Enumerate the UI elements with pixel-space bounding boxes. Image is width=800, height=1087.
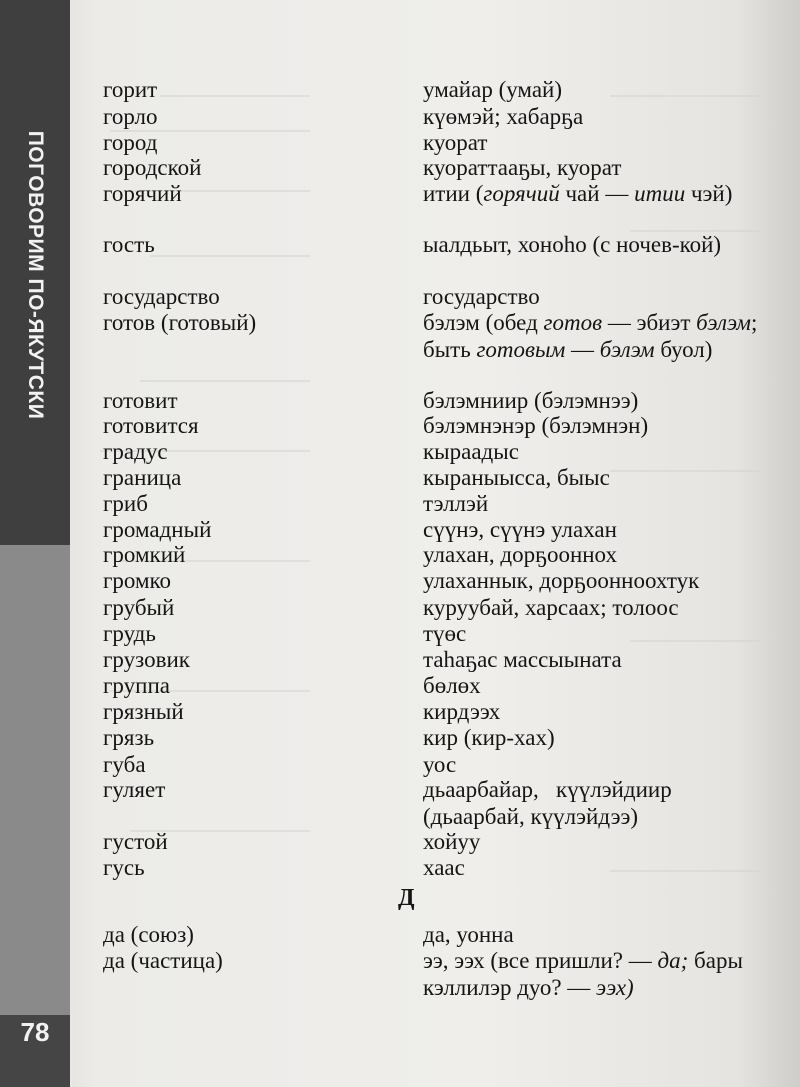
yakut-translation: хойуу [423,829,481,854]
russian-headword: готовится [103,413,199,438]
russian-headword: громко [103,568,172,593]
yakut-translation: сүүнэ, сүүнэ улахан [423,517,617,542]
russian-headword: грузовик [103,647,190,672]
russian-headword: грязь [103,725,155,750]
yakut-translation: хаас [423,855,465,880]
yakut-translation: улаханнык, дорҕоонноохтук [423,568,700,593]
yakut-translation: куорат [423,130,488,155]
yakut-translation: улахан, дорҕооннох [423,542,617,567]
yakut-translation: итии (горячий чай — итии чэй) [423,181,733,206]
russian-headword: да (союз) [103,922,194,947]
russian-headword: готовит [103,388,178,413]
yakut-translation: таһаҕас массыыната [423,647,622,672]
yakut-translation: умайар (умай) [423,77,562,102]
russian-headword: губа [103,752,146,777]
russian-headword: группа [103,673,170,698]
russian-headword: готов (готовый) [103,310,257,335]
yakut-translation: тэллэй [423,491,489,516]
yakut-translation: бэлэмнэнэр (бэлэмнэн) [423,413,649,438]
russian-headword: город [103,130,158,155]
russian-headword: граница [103,465,182,490]
yakut-translation: ыалдьыт, хоноһо (с ночев-кой) [423,232,722,257]
russian-headword: грубый [103,595,175,620]
russian-headword: горло [103,104,158,129]
yakut-translation: государство [423,284,540,309]
yakut-translation: куораттааҕы, куорат [423,155,622,180]
yakut-translation: кир (кир-хах) [423,725,555,750]
russian-headword: громкий [103,542,186,567]
yakut-translation: бөлөх [423,673,481,698]
page-number: 78 [20,1017,50,1047]
russian-headword: горячий [103,181,182,206]
russian-headword: гость [103,232,155,257]
yakut-translation: кирдээх [423,699,501,724]
yakut-translation: түөс [423,621,467,646]
russian-headword: громадный [103,517,212,542]
russian-headword: да (частица) [103,948,223,973]
russian-headword: грязный [103,699,184,724]
russian-headword: градус [103,439,168,464]
yakut-translation: дьаарбайар, күүлэйдиир (дьаарбай, күүлэйдээ) [423,777,672,829]
yakut-translation: бэлэм (обед готов — эбиэт бэлэм; быть готовым — бэлэм буол) [423,310,758,362]
russian-headword: гуляет [103,777,166,802]
russian-headword: густой [103,829,168,854]
yakut-translation: кыраадыс [423,439,519,464]
yakut-translation: уос [423,752,457,777]
yakut-translation: куруубай, харсаах; толоос [423,595,679,620]
yakut-translation: кыраныысса, быыс [423,465,610,490]
yakut-translation: бэлэмниир (бэлэмнээ) [423,388,639,413]
russian-headword: гусь [103,855,145,880]
section-title: ПОГОВОРИМ ПО-ЯКУТСКИ [24,130,47,420]
letter-heading: Д [398,885,415,911]
yakut-translation: да, уонна [423,922,514,947]
russian-headword: государство [103,284,220,309]
russian-headword: гриб [103,491,148,516]
yakut-translation: күөмэй; хабарҕа [423,104,584,129]
russian-headword: городской [103,155,202,180]
russian-headword: горит [103,77,158,102]
yakut-translation: ээ, ээх (все пришли? — да; бары кэллилэр дуо? — ээх) [423,948,743,1000]
russian-headword: грудь [103,621,156,646]
